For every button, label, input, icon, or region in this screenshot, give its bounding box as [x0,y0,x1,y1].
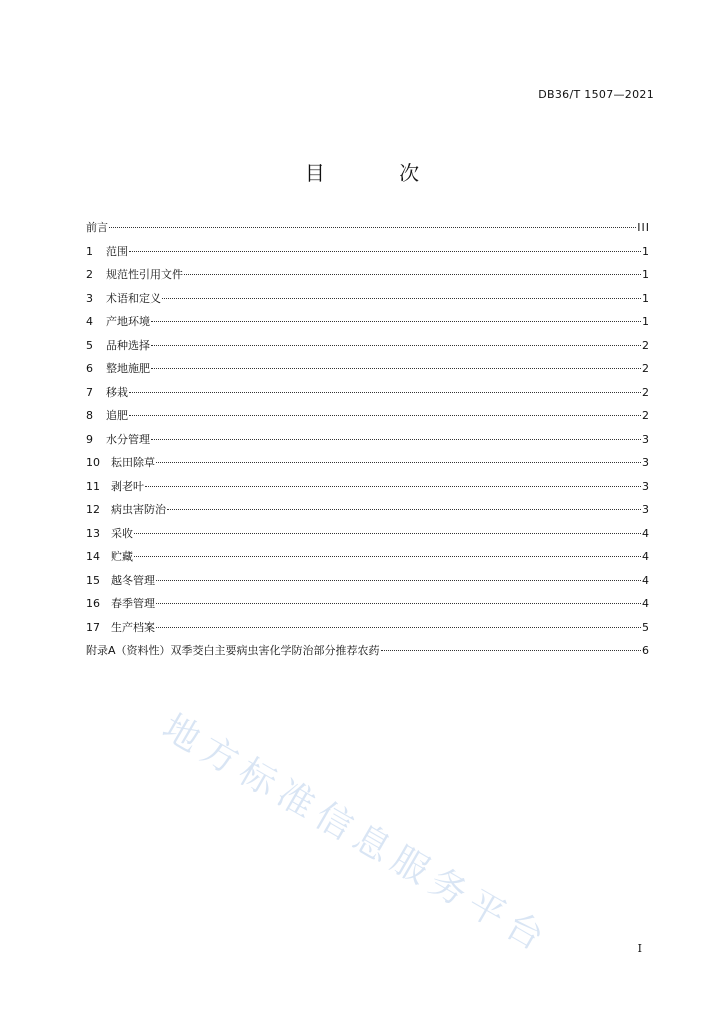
watermark: 地方标准信息服务平台 [155,706,558,963]
toc-entry[interactable] [86,243,650,267]
toc-entry-text: 附录A（资料性）双季茭白主要病虫害化学防治部分推荐农药 [86,644,380,657]
toc-entry-text: 整地施肥 [106,362,150,375]
page-title: 目 次 [304,161,454,185]
toc-entry-text: 规范性引用文件 [106,268,183,281]
toc-entry-label [86,595,155,611]
toc-entry-text: 生产档案 [111,620,155,634]
toc-entry-page: 1 [642,291,650,305]
toc-entry[interactable] [86,619,650,643]
toc-entry[interactable] [86,337,650,361]
toc-entry-number: 3 [86,291,93,305]
toc-entry-page: 3 [642,432,650,446]
toc-entry-label [86,619,155,635]
toc-entry-text: 追肥 [106,409,128,422]
toc-leader-dots [151,345,641,346]
toc-entry-text: 术语和定义 [106,291,161,305]
toc-entry-number: 7 [86,385,93,399]
toc-leader-dots [167,509,641,510]
toc-entry-text: 产地环境 [106,315,150,328]
toc-entry-label [86,384,128,400]
toc-entry[interactable] [86,454,650,478]
toc-entry-page: 5 [642,620,650,634]
toc-entry[interactable] [86,595,650,619]
toc-entry-number: 6 [86,362,93,375]
toc-entry-number: 2 [86,268,93,281]
toc-leader-dots [381,650,641,651]
toc-entry-text: 越冬管理 [111,573,155,587]
toc-leader-dots [184,274,641,275]
toc-entry[interactable] [86,642,650,666]
toc-entry-label [86,454,155,470]
toc-entry-number: 4 [86,315,93,328]
toc-entry-label [86,219,108,235]
toc-leader-dots [156,462,641,463]
toc-leader-dots [151,368,641,369]
toc-leader-dots [129,392,641,393]
toc-entry-page: 2 [642,362,650,375]
toc-entry-page: 4 [642,526,650,540]
toc-entry-text: 剥老叶 [111,479,144,493]
toc-entry-text: 移栽 [106,385,128,399]
toc-entry-number: 8 [86,409,93,422]
toc-entry-label [86,337,150,353]
toc-entry-number: 12 [86,503,100,516]
page-number: I [637,942,642,955]
document-code: DB36/T 1507—2021 [538,88,654,101]
toc-leader-dots [151,439,641,440]
toc-entry-label [86,243,128,259]
toc-entry-page: 3 [642,456,650,469]
toc-entry-page: 4 [642,573,650,587]
toc-entry-text: 前言 [86,221,108,234]
toc-leader-dots [156,627,641,628]
toc-entry-text: 贮藏 [111,550,133,563]
toc-entry-text: 春季管理 [111,597,155,610]
toc-entry-page: 3 [642,479,650,493]
toc-leader-dots [134,556,641,557]
toc-entry-text: 病虫害防治 [111,503,166,516]
toc-leader-dots [134,533,641,534]
toc-entry-text: 范围 [106,244,128,258]
toc-entry-label [86,642,380,658]
toc-entry-number: 5 [86,338,93,352]
toc-entry-page: 2 [642,385,650,399]
toc-entry-number: 16 [86,597,100,610]
toc-leader-dots [151,321,641,322]
toc-entry-number: 15 [86,573,100,587]
toc-entry-label [86,431,150,447]
toc-leader-dots [109,227,636,228]
toc-entry-text: 耘田除草 [111,456,155,469]
toc-entry-text: 水分管理 [106,432,150,446]
toc-entry-text: 品种选择 [106,338,150,352]
toc-entry[interactable] [86,219,650,243]
toc-leader-dots [129,251,641,252]
toc-entry-number: 13 [86,526,100,540]
toc-entry[interactable] [86,431,650,455]
toc-entry-text: 采收 [111,526,133,540]
toc-entry-label [86,313,150,329]
toc-entry-page: 4 [642,550,650,563]
toc-entry-page: III [637,221,650,234]
toc-entry-page: 2 [642,409,650,422]
toc-entry[interactable] [86,313,650,337]
toc-entry-number: 10 [86,456,100,469]
toc-entry-label [86,407,128,423]
toc-entry-number: 14 [86,550,100,563]
toc-entry[interactable] [86,572,650,596]
toc-entry-page: 4 [642,597,650,610]
toc-entry-label [86,290,161,306]
toc-entry-label [86,266,183,282]
toc-entry-page: 6 [642,644,650,657]
toc-entry-number: 9 [86,432,93,446]
toc-entry-number: 1 [86,244,93,258]
toc-entry-label [86,501,166,517]
toc-entry-label [86,360,150,376]
toc-entry[interactable] [86,548,650,572]
toc-entry[interactable] [86,384,650,408]
toc-leader-dots [156,603,641,604]
toc-entry-page: 1 [642,315,650,328]
toc-entry-label [86,525,133,541]
toc-entry[interactable] [86,478,650,502]
toc-entry-page: 1 [642,244,650,258]
toc-leader-dots [162,298,641,299]
toc-entry[interactable] [86,407,650,431]
toc-entry-page: 1 [642,268,650,281]
toc-entry-number: 17 [86,620,100,634]
toc-leader-dots [145,486,641,487]
table-of-contents [86,219,650,666]
toc-leader-dots [156,580,641,581]
toc-entry-label [86,478,144,494]
toc-leader-dots [129,415,641,416]
toc-entry[interactable] [86,525,650,549]
toc-entry-label [86,572,155,588]
toc-entry[interactable] [86,266,650,290]
toc-entry[interactable] [86,501,650,525]
toc-entry-number: 11 [86,479,100,493]
toc-entry-page: 2 [642,338,650,352]
toc-entry-page: 3 [642,503,650,516]
toc-entry-label [86,548,133,564]
toc-entry[interactable] [86,360,650,384]
toc-entry[interactable] [86,290,650,314]
